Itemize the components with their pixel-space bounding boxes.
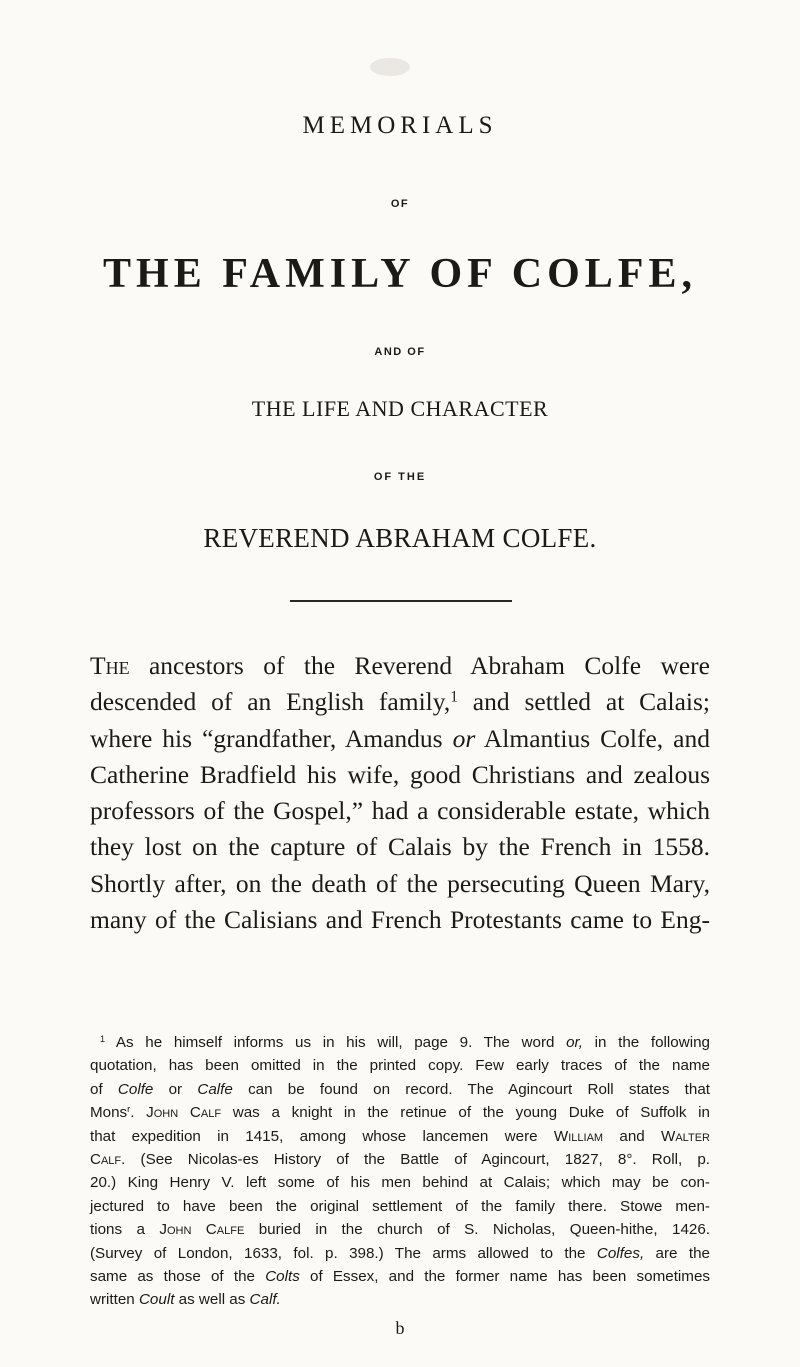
footnote-line: 20.) King Henry V. left some of his men behind at Calais; which may be con-: [90, 1174, 710, 1192]
footnote-line: tions a John Calfe buried in the church of S. Nicholas, Queen-hithe, 1426.: [90, 1221, 711, 1239]
footnote-marker: 1: [100, 1033, 106, 1044]
heading-and-of: AND OF: [374, 346, 426, 358]
footnote-line: of Colfe or Calfe can be found on record. The Agincourt Roll states that: [90, 1080, 710, 1098]
body-paragraph: [90, 648, 710, 938]
body-line: Catherine Bradfield his wife, good Christians and zealous: [90, 759, 710, 789]
footnote-line: same as those of the Colts of Essex, and the former name has been sometimes: [90, 1268, 710, 1286]
footnote-line: that expedition in 1415, among whose lancemen were William and Walter: [90, 1127, 710, 1145]
body-line: The ancestors of the Reverend Abraham Colfe were: [90, 651, 710, 680]
footnote-line: jectured to have been the original settlement of the family there. Stowe men-: [90, 1197, 710, 1215]
body-line: descended of an English family,$^1$ and settled at Calais;: [90, 687, 710, 717]
heading-memorials: MEMORIALS: [302, 112, 498, 139]
footnote: [90, 1031, 710, 1312]
heading-life-and-character: THE LIFE AND CHARACTER: [251, 396, 549, 421]
heading-of: OF: [390, 198, 410, 210]
footnote-line: written Coult as well as Calf.: [90, 1291, 281, 1309]
heading-reverend-abraham-colfe: REVEREND ABRAHAM COLFE.: [203, 523, 597, 553]
signature-mark: b: [395, 1318, 405, 1338]
body-line: professors of the Gospel,” had a considerable estate, which: [90, 796, 710, 826]
footnote-line: quotation, has been omitted in the printed copy. Few early traces of the name: [90, 1057, 710, 1075]
footnote-line: Calf. (See Nicolas-es History of the Battle of Agincourt, 1827, 8°. Roll, p.: [90, 1151, 710, 1169]
heading-family-of-colfe: THE FAMILY OF COLFE,: [103, 251, 697, 297]
footnote-line: $^1$ As he himself informs us in his will, page 9. The word or, in the following: [100, 1033, 710, 1051]
paper-spot: [370, 58, 410, 76]
footnote-reference: 1: [450, 688, 458, 706]
footnote-line: (Survey of London, 1633, fol. p. 398.) The arms allowed to the Colfes, are the: [90, 1244, 710, 1262]
section-divider: [290, 600, 512, 602]
body-line: where his “grandfather, Amandus or Almantius Colfe, and: [90, 723, 711, 753]
body-line: Shortly after, on the death of the persecuting Queen Mary,: [90, 868, 710, 898]
heading-of-the: OF THE: [373, 471, 427, 483]
body-line: they lost on the capture of Calais by the French in 1558.: [90, 832, 710, 862]
footnote-line: Mons$^r$. John Calf was a knight in the retinue of the young Duke of Suffolk in: [90, 1104, 710, 1122]
body-line: many of the Calisians and French Protestants came to Eng-: [90, 905, 710, 935]
